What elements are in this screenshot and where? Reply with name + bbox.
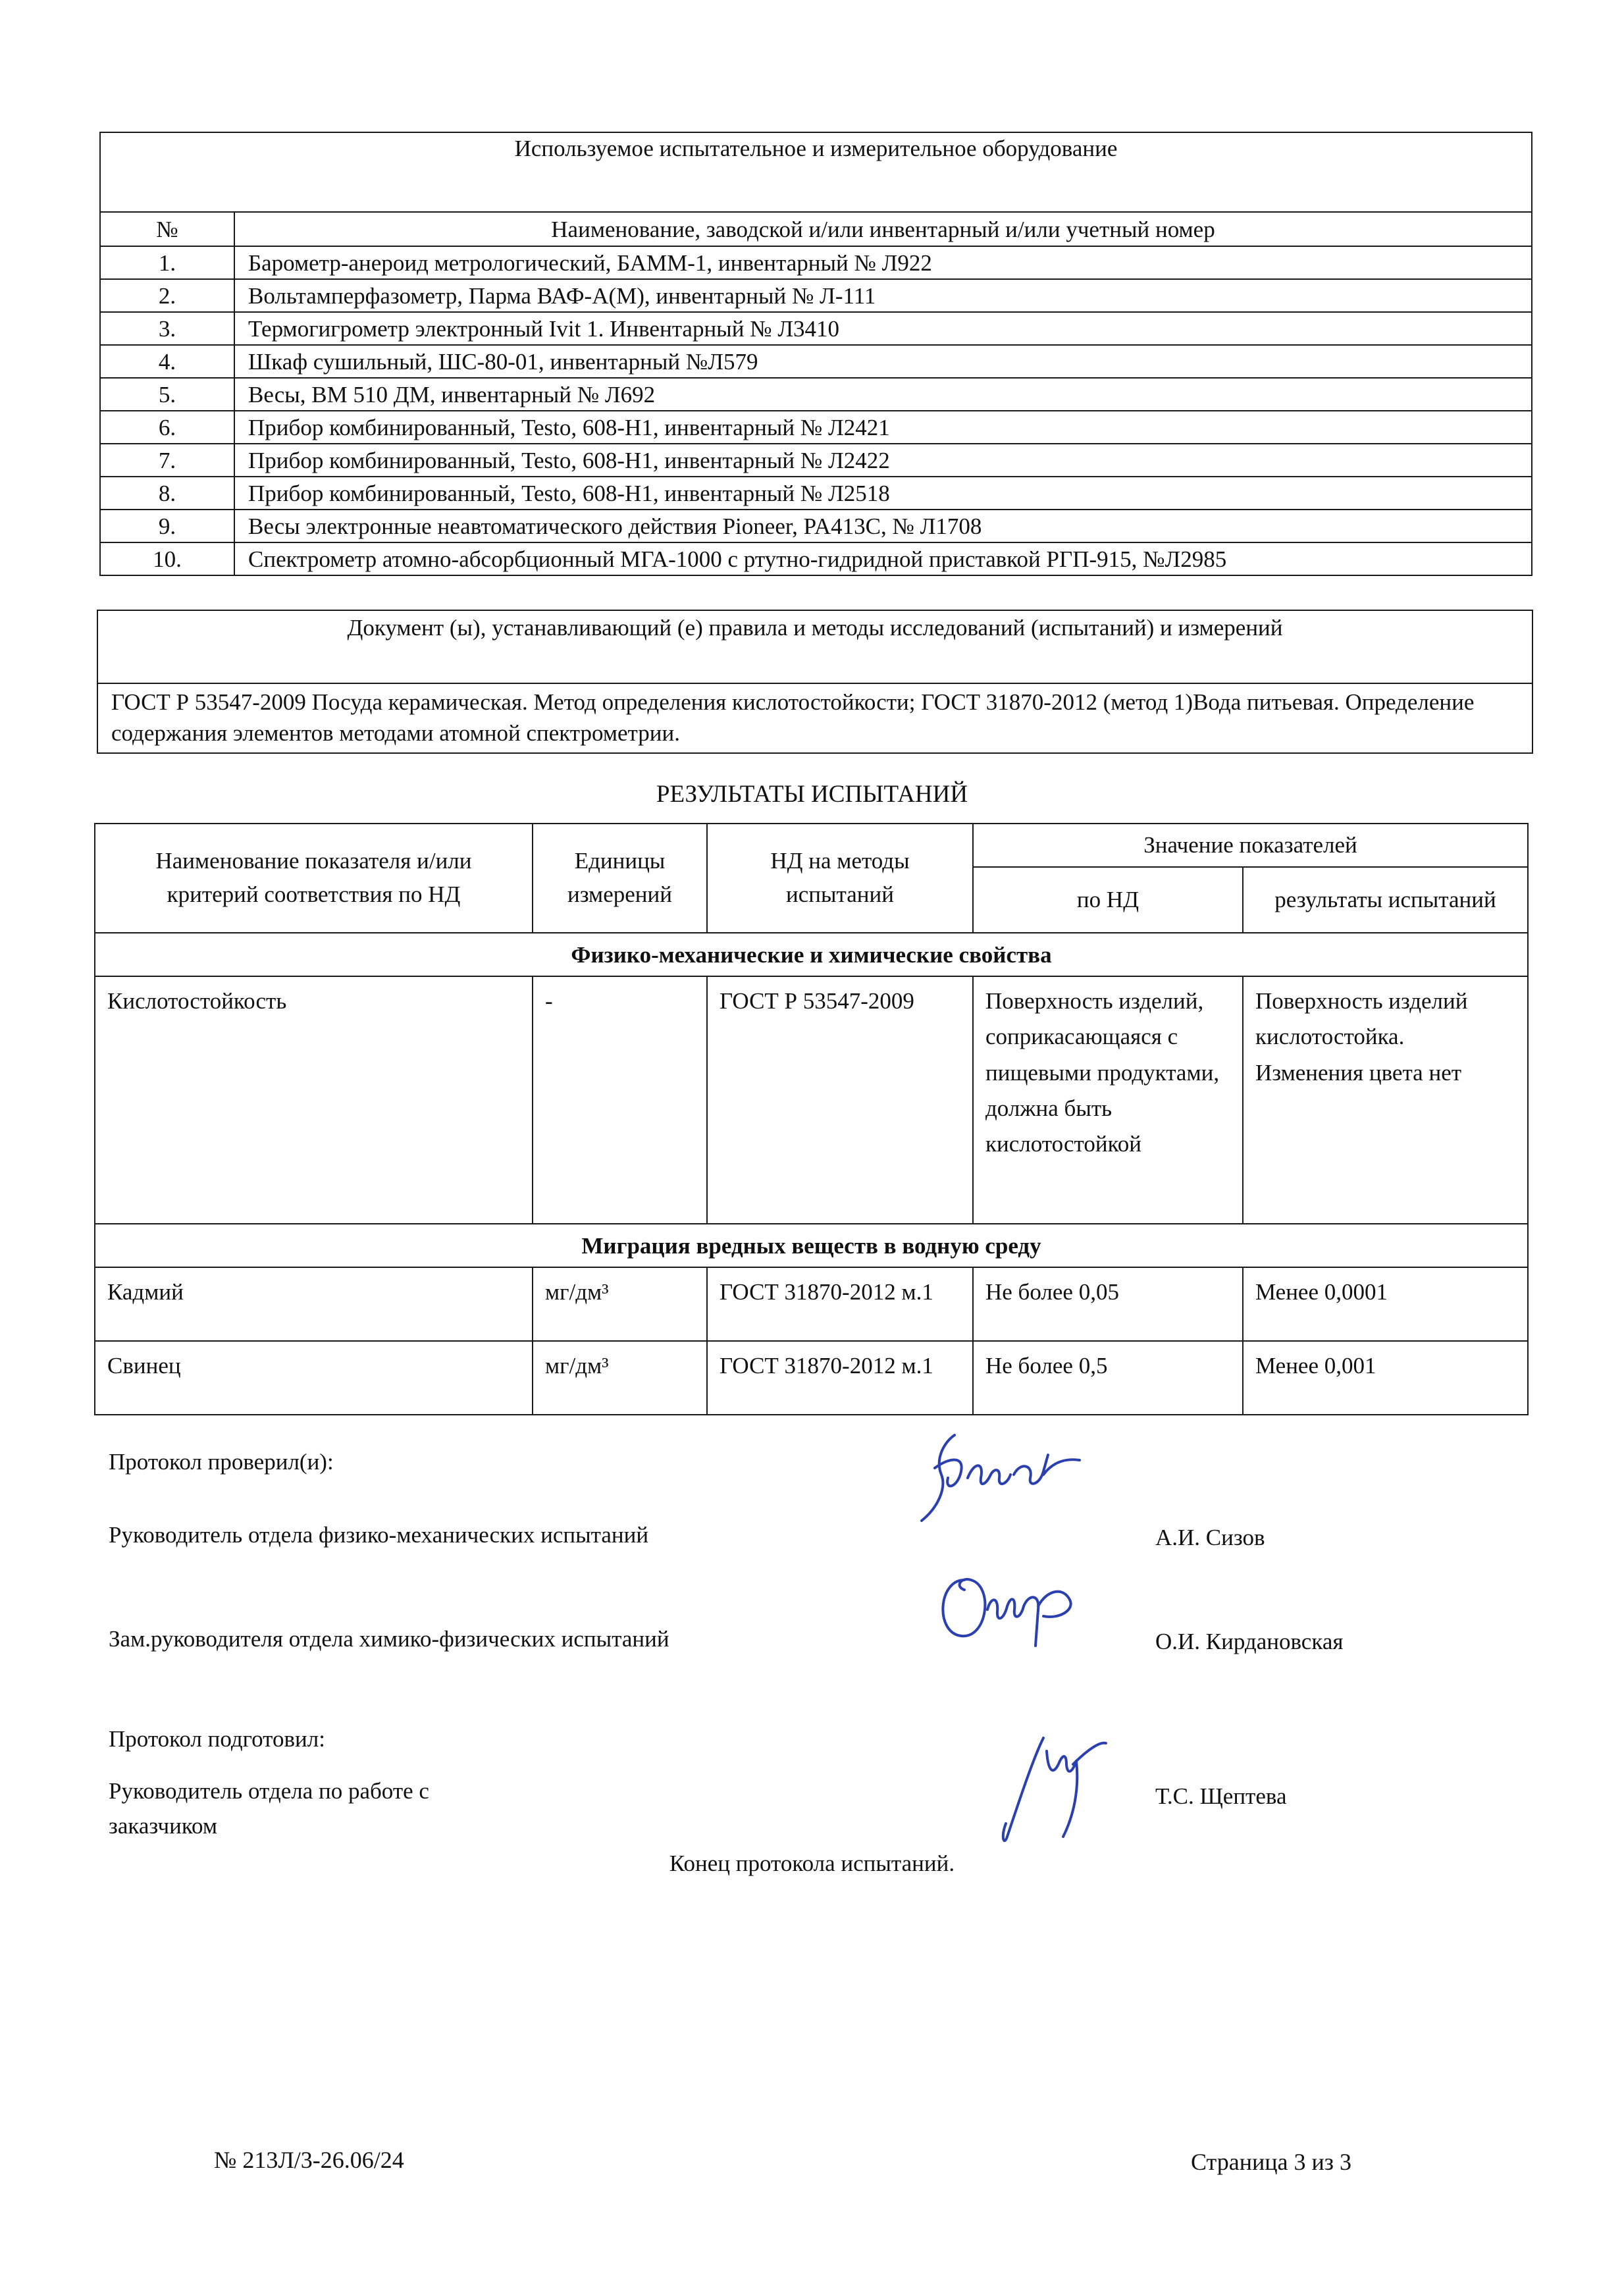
row-by-nd: Поверхность изделий, соприкасающаяся с пищевыми продуктами, должна быть кислотостойкой [973,976,1243,1224]
row-method: ГОСТ 31870-2012 м.1 [707,1267,973,1341]
table-row [95,1341,1528,1415]
equipment-row-number: 7. [100,444,234,477]
equipment-row-number: 3. [100,312,234,345]
name-2: О.И. Кирдановская [1155,1629,1344,1654]
header-result: результаты испытаний [1243,867,1528,933]
equipment-row [100,378,1532,411]
documents-text: ГОСТ Р 53547-2009 Посуда керамическая. Метод определения кислотостойкости; ГОСТ 31870-2012 (метод 1)Вода питьевая. Определение содержания элементов методами атомной спектрометрии. [97,683,1532,753]
equipment-row-name: Барометр-анероид метрологический, БАММ-1, инвентарный № Л922 [234,246,1532,279]
equipment-row-number: 10. [100,542,234,575]
name-3: Т.С. Щептева [1155,1783,1287,1809]
equipment-row [100,246,1532,279]
protocol-number: № 213Л/3-26.06/24 [214,2147,404,2173]
table-row [95,976,1528,1224]
row-result: Поверхность изделий кислотостойка. Изменения цвета нет [1243,976,1528,1224]
header-method: НД на методы испытаний [707,824,973,933]
equipment-row [100,542,1532,575]
equipment-row [100,345,1532,378]
equipment-row-name: Прибор комбинированный, Testo, 608-H1, инвентарный № Л2518 [234,477,1532,510]
equipment-row-name: Весы электронные неавтоматического действия Pioneer, PA413C, № Л1708 [234,510,1532,542]
prepared-label: Протокол подготовил: [109,1726,325,1752]
header-indicator: Наименование показателя и/или критерий соответствия по НД [95,824,533,933]
equipment-row [100,279,1532,312]
equipment-col-name: Наименование, заводской и/или инвентарный и/или учетный номер [234,212,1532,246]
table-row [95,1267,1528,1341]
equipment-row-number: 6. [100,411,234,444]
section-migration: Миграция вредных веществ в водную среду [95,1224,1528,1267]
row-by-nd: Не более 0,05 [973,1267,1243,1341]
equipment-row-number: 1. [100,246,234,279]
equipment-row-name: Прибор комбинированный, Testo, 608-H1, инвентарный № Л2422 [234,444,1532,477]
row-units: мг/дм³ [533,1267,707,1341]
equipment-col-num: № [100,212,234,246]
signature-sizov [908,1422,1106,1540]
role-1: Руководитель отдела физико-механических испытаний [109,1522,649,1548]
equipment-row-number: 8. [100,477,234,510]
equipment-table [99,132,1532,576]
equipment-row [100,444,1532,477]
results-table [94,823,1529,1415]
row-units: мг/дм³ [533,1341,707,1415]
equipment-row-number: 5. [100,378,234,411]
row-result: Менее 0,001 [1243,1341,1528,1415]
equipment-row-number: 2. [100,279,234,312]
documents-title: Документ (ы), устанавливающий (е) правила и методы исследований (испытаний) и измерений [97,610,1532,683]
row-result: Менее 0,0001 [1243,1267,1528,1341]
equipment-row-name: Термогигрометр электронный Ivit 1. Инвентарный № Л3410 [234,312,1532,345]
header-values: Значение показателей [973,824,1528,867]
row-units: - [533,976,707,1224]
row-indicator: Кадмий [95,1267,533,1341]
signature-kirdanovskaya [925,1560,1083,1652]
row-method: ГОСТ 31870-2012 м.1 [707,1341,973,1415]
row-indicator: Свинец [95,1341,533,1415]
signature-shchepteva [974,1725,1119,1850]
equipment-row-name: Спектрометр атомно-абсорбционный МГА-1000 с ртутно-гидридной приставкой РГП-915, №Л2985 [234,542,1532,575]
section-physical-chemical: Физико-механические и химические свойства [95,933,1528,976]
equipment-row-name: Вольтамперфазометр, Парма ВАФ-А(М), инвентарный № Л-111 [234,279,1532,312]
equipment-row [100,312,1532,345]
header-by-nd: по НД [973,867,1243,933]
results-title: РЕЗУЛЬТАТЫ ИСПЫТАНИЙ [656,781,968,808]
role-3: Руководитель отдела по работе с заказчиком [109,1778,429,1839]
documents-box [97,610,1533,754]
equipment-row-number: 9. [100,510,234,542]
row-method: ГОСТ Р 53547-2009 [707,976,973,1224]
equipment-row-name: Шкаф сушильный, ШС-80-01, инвентарный №Л579 [234,345,1532,378]
end-text: Конец протокола испытаний. [669,1851,955,1876]
page-number: Страница 3 из 3 [1191,2149,1351,2175]
checked-label: Протокол проверил(и): [109,1449,334,1475]
equipment-row [100,510,1532,542]
header-units: Единицы измерений [533,824,707,933]
equipment-row-name: Прибор комбинированный, Testo, 608-H1, инвентарный № Л2421 [234,411,1532,444]
equipment-row-name: Весы, ВМ 510 ДМ, инвентарный № Л692 [234,378,1532,411]
equipment-row [100,411,1532,444]
equipment-row-number: 4. [100,345,234,378]
row-indicator: Кислотостойкость [95,976,533,1224]
equipment-rows [100,246,1532,575]
row-by-nd: Не более 0,5 [973,1341,1243,1415]
name-1: А.И. Сизов [1155,1525,1265,1550]
equipment-row [100,477,1532,510]
role-2: Зам.руководителя отдела химико-физических испытаний [109,1626,669,1652]
equipment-title: Используемое испытательное и измерительное оборудование [100,132,1532,212]
